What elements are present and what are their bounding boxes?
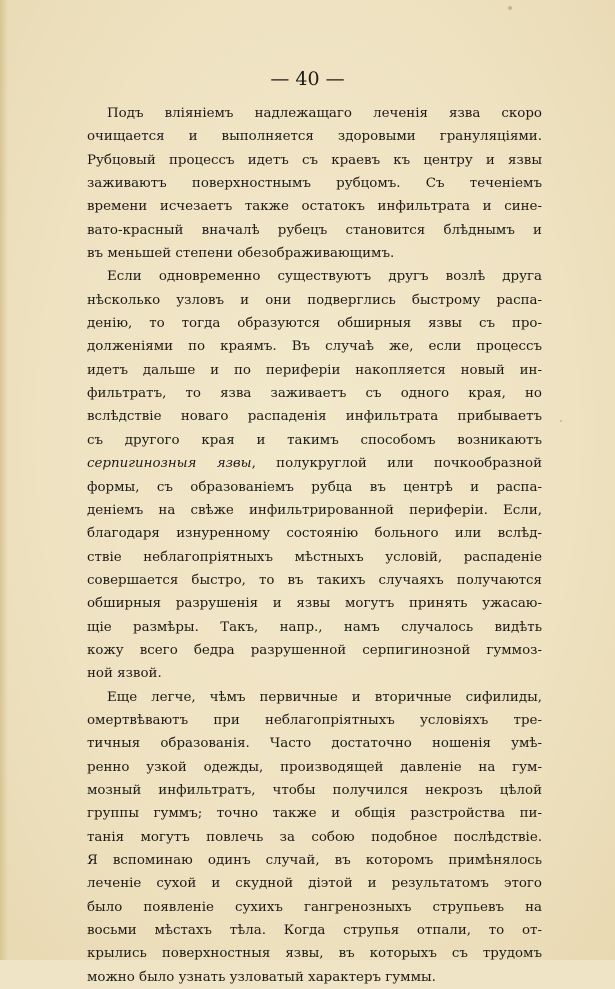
text-line: вслѣдствіе новаго распаденія инфильтрата прибываетъ <box>87 409 542 425</box>
text-line: совершается быстро, то въ такихъ случаяхъ получаются <box>87 572 542 588</box>
text-line: было появленіе сухихъ гангренозныхъ струпьевъ на <box>87 899 542 915</box>
text-line: мозный инфильтратъ, чтобы получился некрозъ цѣлой <box>87 782 542 798</box>
text-line: леченіе сухой и скудной діэтой и результатомъ этого <box>87 876 542 892</box>
text-line: тичныя образованія. Часто достаточно ношенія умѣ- <box>87 736 542 752</box>
text-line: Если одновременно существуютъ другъ возлѣ друга <box>107 269 542 285</box>
text-line: Рубцовый процессъ идетъ съ краевъ къ центру и язвы <box>87 152 542 168</box>
text-line: Я вспоминаю одинъ случай, въ которомъ примѣнялось <box>87 853 542 868</box>
text-line: нѣсколько узловъ и они подверглись быстрому распа- <box>87 292 542 308</box>
paragraph <box>87 102 542 265</box>
text-line: въ меньшей степени обезображивающимъ. <box>87 246 395 262</box>
text-line: идетъ дальше и по периферіи накопляется новый ин- <box>87 362 542 378</box>
text-line-rest: , полукруглой или почкообразной <box>251 456 542 472</box>
text-line: формы, съ образованіемъ рубца въ центрѣ и распа- <box>87 479 542 495</box>
page-number: — 40 — <box>270 68 345 90</box>
text-line: Еще легче, чѣмъ первичные и вторичные сифилиды, <box>107 689 542 705</box>
text-line: восьми мѣстахъ тѣла. Когда струпья отпали, то от- <box>87 923 542 939</box>
text-line: крылись поверхностныя язвы, въ которыхъ съ трудомъ <box>87 946 542 962</box>
text-line: долженіями по краямъ. Въ случаѣ же, если процессъ <box>87 339 542 355</box>
text-line: денію, то тогда образуются обширныя язвы съ про- <box>87 316 542 332</box>
body-text <box>87 102 542 989</box>
text-line: съ другого края и такимъ способомъ возникаютъ <box>87 432 542 448</box>
text-line: ренно узкой одежды, производящей давленіе на гум- <box>87 759 542 775</box>
text-line: благодаря изнуренному состоянію больного или вслѣд- <box>87 526 542 542</box>
text-line: вато-красный вначалѣ рубецъ становится блѣднымъ и <box>87 222 542 238</box>
italic-term: серпигинозныя язвы <box>87 456 252 472</box>
text-line: можно было узнать узловатый характеръ гуммы. <box>87 969 436 985</box>
text-line: группы гуммъ; точно также и общія разстройства пи- <box>87 806 542 822</box>
text-line: очищается и выполняется здоровыми грануляціями. <box>87 129 542 145</box>
paper-speck <box>560 420 562 422</box>
text-line: танія могутъ повлечь за собою подобное послѣдствіе. <box>87 829 542 845</box>
text-line: ствіе неблагопріятныхъ мѣстныхъ условій, распаденіе <box>87 549 542 565</box>
paragraph <box>87 686 542 989</box>
text-line: омертвѣваютъ при неблагопріятныхъ условіяхъ тре- <box>87 712 542 728</box>
text-line: времени исчезаетъ также остатокъ инфильтрата и сине- <box>87 199 542 215</box>
text-line-with-italic <box>87 452 542 475</box>
text-line: Подъ вліяніемъ надлежащаго леченія язва скоро <box>107 106 542 121</box>
text-line: обширныя разрушенія и язвы могутъ принять ужасаю- <box>87 596 542 612</box>
paragraph <box>87 265 542 685</box>
text-line: деніемъ на свѣже инфильтрированной периферіи. Если, <box>87 502 542 518</box>
text-line: щіе размѣры. Такъ, напр., намъ случалось видѣть <box>87 619 542 635</box>
text-line: ной язвой. <box>87 666 162 682</box>
paper-speck <box>508 6 512 10</box>
text-line: кожу всего бедра разрушенной серпигинозной гуммоз- <box>87 642 542 658</box>
page-edge-shadow <box>0 0 8 960</box>
text-line: фильтратъ, то язва заживаетъ съ одного края, но <box>87 386 542 402</box>
text-line: заживаютъ поверхностнымъ рубцомъ. Съ теченіемъ <box>87 176 542 192</box>
